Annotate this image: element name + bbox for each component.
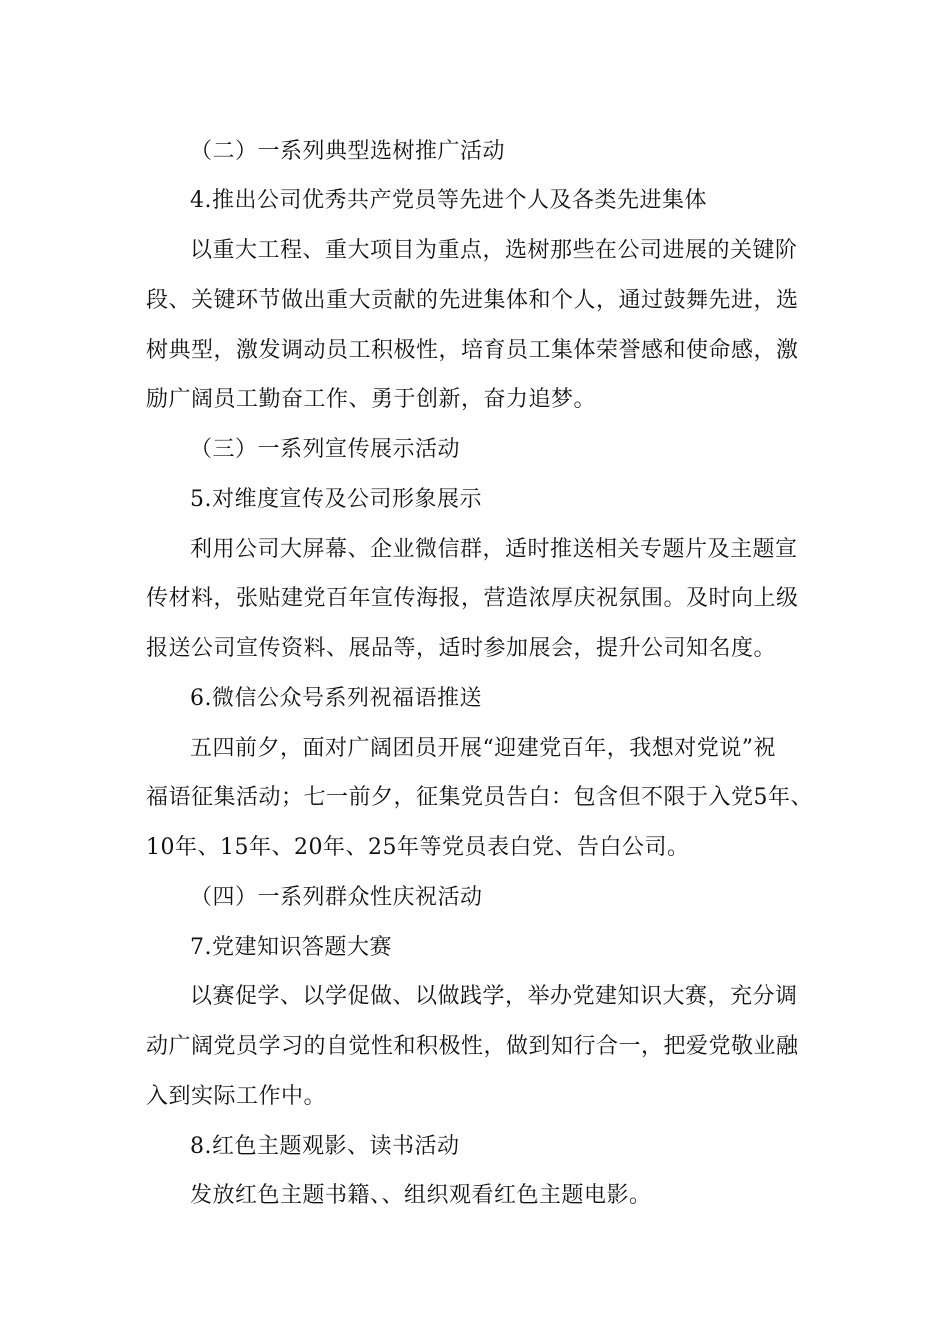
item-5-title: 5.对维度宣传及公司形象展示 bbox=[190, 487, 482, 512]
item-4-paragraph-line: 励广阔员工勤奋工作、勇于创新，奋力追梦。 bbox=[146, 387, 597, 412]
item-5-paragraph-line: 报送公司宣传资料、展品等，适时参加展会，提升公司知名度。 bbox=[146, 636, 777, 661]
item-5-paragraph-line: 利用公司大屏幕、企业微信群，适时推送相关专题片及主题宣 bbox=[190, 537, 798, 562]
section-3-heading: （三）一系列宣传展示活动 bbox=[190, 437, 461, 462]
item-8-title: 8.红色主题观影、读书活动 bbox=[190, 1134, 460, 1159]
item-6-paragraph-line: 10年、15年、20年、25年等党员表白党、告白公司。 bbox=[146, 835, 690, 860]
item-5-paragraph-line: 传材料，张贴建党百年宣传海报，营造浓厚庆祝氛围。及时向上级 bbox=[146, 586, 799, 611]
item-8-paragraph-line: 发放红色主题书籍、、组织观看红色主题电影。 bbox=[190, 1183, 652, 1208]
item-7-paragraph-line: 以赛促学、以学促做、以做践学，举办党建知识大赛，充分调 bbox=[190, 984, 798, 1009]
item-6-paragraph-line: 五四前夕，面对广阔团员开展“迎建党百年，我想对党说”祝 bbox=[190, 736, 776, 761]
section-2-heading: （二）一系列典型选树推广活动 bbox=[190, 139, 506, 164]
item-4-paragraph-line: 段、关键环节做出重大贡献的先进集体和个人，通过鼓舞先进，选 bbox=[146, 288, 799, 313]
item-4-paragraph-line: 树典型，激发调动员工积极性，培育员工集体荣誉感和使命感，激 bbox=[146, 338, 799, 363]
item-6-title: 6.微信公众号系列祝福语推送 bbox=[190, 686, 482, 711]
item-4-title: 4.推出公司优秀共产党员等先进个人及各类先进集体 bbox=[190, 188, 707, 213]
item-7-title: 7.党建知识答题大赛 bbox=[190, 935, 392, 960]
section-4-heading: （四）一系列群众性庆祝活动 bbox=[190, 885, 483, 910]
item-7-paragraph-line: 动广阔党员学习的自觉性和积极性，做到知行合一，把爱党敬业融 bbox=[146, 1034, 799, 1059]
item-6-paragraph-line: 福语征集活动；七一前夕，征集党员告白：包含但不限于入党5年、 bbox=[146, 785, 813, 810]
item-4-paragraph-line: 以重大工程、重大项目为重点，选树那些在公司进展的关键阶 bbox=[190, 238, 798, 263]
item-7-paragraph-line: 入到实际工作中。 bbox=[146, 1084, 327, 1109]
